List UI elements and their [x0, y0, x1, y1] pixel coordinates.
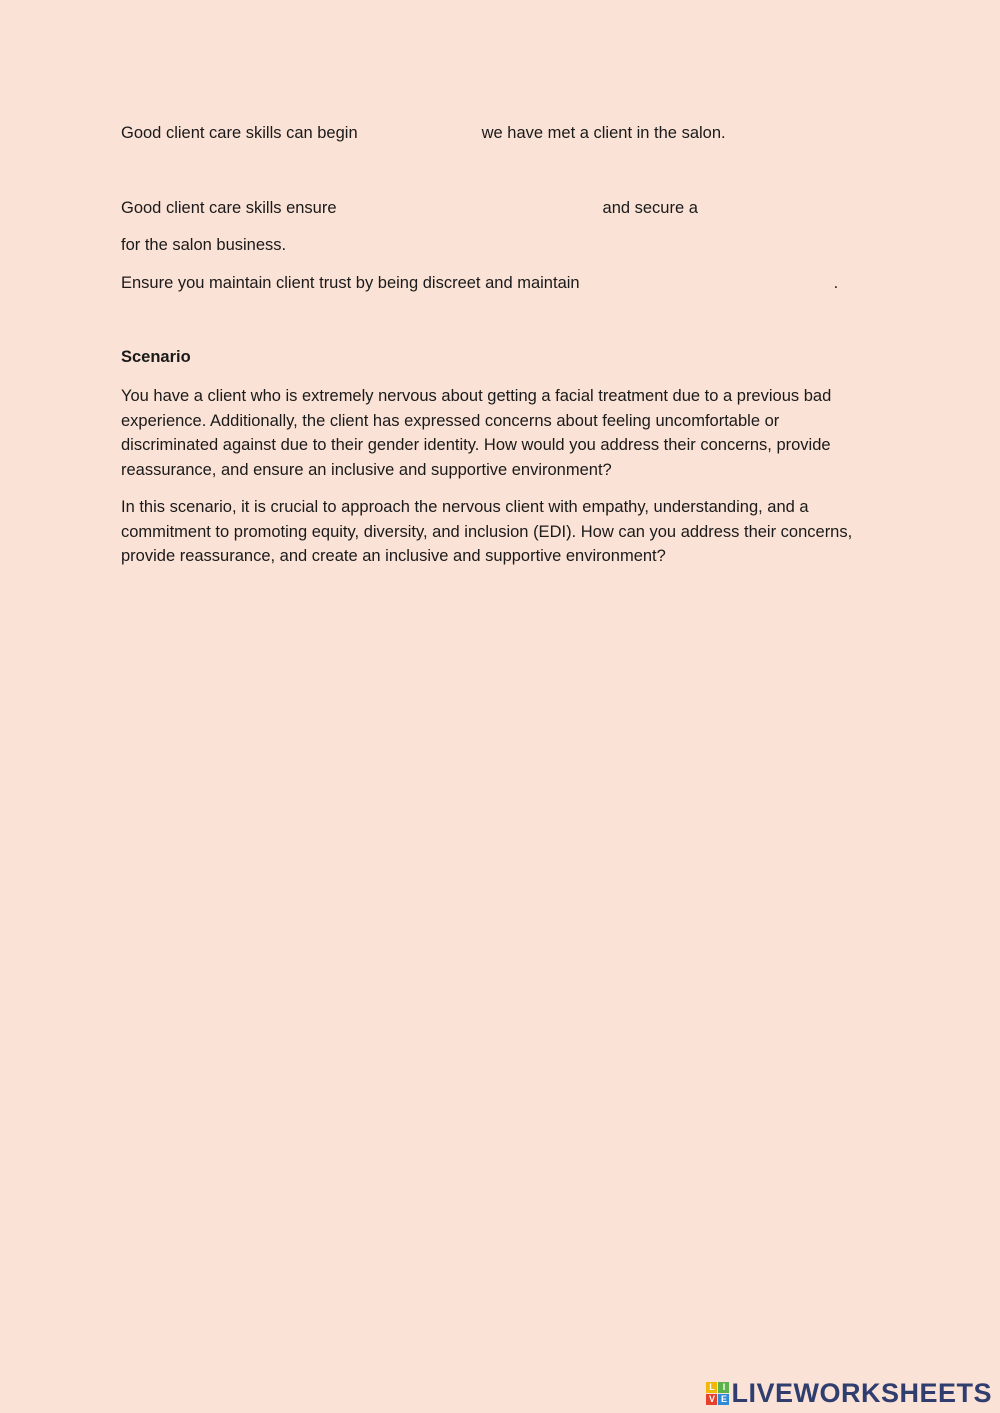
sentence-2: [121, 198, 848, 218]
logo-mark-icon: [706, 1382, 729, 1405]
scenario-paragraph-1: You have a client who is extremely nervous about getting a facial treatment due to a previous bad experience. Additionally, the client has expressed concerns about feeling uncomfortable or discriminated against due to their gender identity. How would you address their concerns, provide reassurance, and ensure an inclusive and supportive environment?: [121, 387, 832, 479]
scenario-heading: Scenario: [121, 348, 191, 366]
sentence-3: [121, 235, 286, 255]
sentence-2-end: and secure a: [602, 199, 698, 217]
logo-mark-letter: E: [718, 1394, 729, 1405]
sentence-4-end: .: [833, 274, 839, 292]
logo-mark-letter: L: [706, 1382, 717, 1393]
sentence-1-end: we have met a client in the salon.: [481, 124, 726, 142]
logo-mark-letter: I: [718, 1382, 729, 1393]
logo-mark-letter: V: [706, 1394, 717, 1405]
sentence-2-start: Good client care skills ensure: [121, 199, 337, 217]
sentence-1-start: Good client care skills can begin: [121, 124, 358, 142]
sentence-1: [121, 123, 726, 143]
logo-text: LIVEWORKSHEETS: [731, 1377, 992, 1408]
sentence-4-start: Ensure you maintain client trust by being discreet and maintain: [121, 274, 580, 292]
sentence-3-text: for the salon business.: [121, 236, 287, 254]
liveworksheets-logo: [706, 1378, 992, 1408]
scenario-paragraph-2: In this scenario, it is crucial to approach the nervous client with empathy, understanding, and a commitment to promoting equity, diversity, and inclusion (EDI). How can you address their concerns, provide reassurance, and create an inclusive and supportive environment?: [121, 498, 853, 565]
sentence-4: [121, 273, 838, 293]
